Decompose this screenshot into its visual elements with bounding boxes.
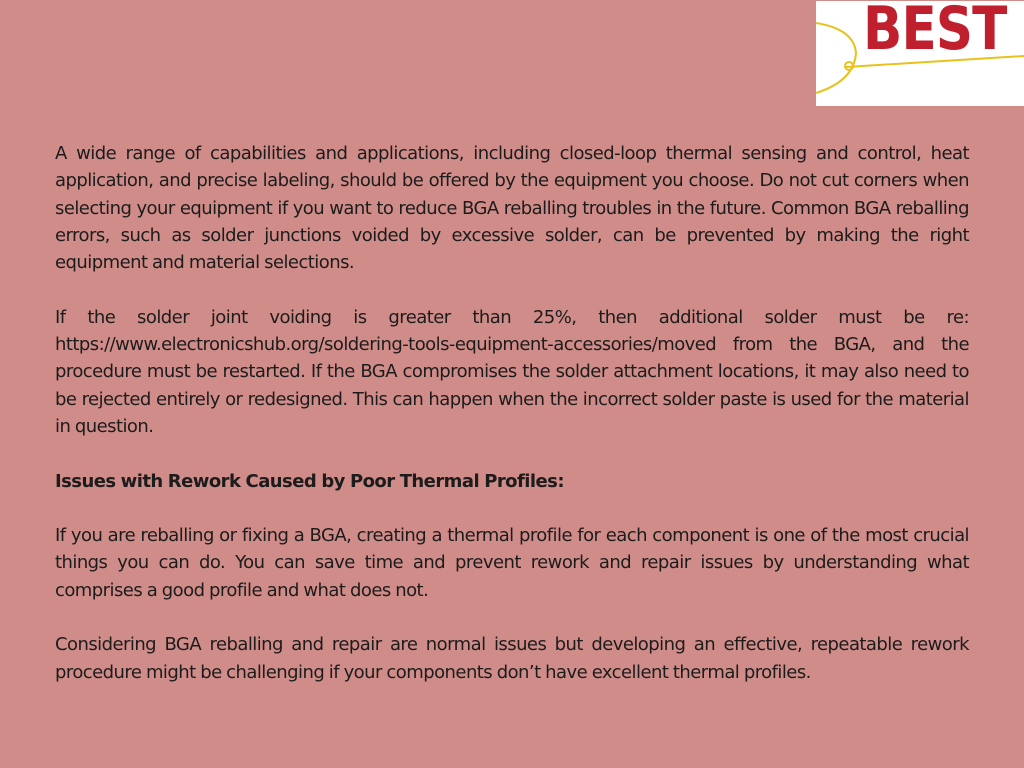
paragraph-voiding: If the solder joint voiding is greater than 25%, then additional solder must be re: https://www.electronicshub.org/soldering-tools-equipment-accessories/moved from the BGA, and the procedure must be restarted. If the BGA compromises the solder attachment locations, it may also need to be rejected entirely or redesigned. This can happen when the incorrect solder paste is used for the material in question. [55,306,969,437]
paragraph-rework-procedure: Considering BGA reballing and repair are normal issues but developing an effective, repeatable rework procedure might be challenging if your components don’t have excellent thermal profiles. [55,634,969,683]
paragraph-thermal-profile: If you are reballing or fixing a BGA, creating a thermal profile for each component is one of the most crucial things you can do. You can save time and prevent rework and repair issues by understanding what comprises a good profile and what does not. [55,525,969,601]
document-body [55,140,969,713]
section-heading: Issues with Rework Caused by Poor Thermal Profiles: [55,470,564,492]
logo-wordmark: BEST [863,1,1007,64]
best-logo [816,1,1024,106]
paragraph-equipment: A wide range of capabilities and applications, including closed-loop thermal sensing and control, heat application, and precise labeling, should be offered by the equipment you choose. Do not cut corners when selecting your equipment if you want to reduce BGA reballing troubles in the future. Common BGA reballing errors, such as solder junctions voided by excessive solder, can be prevented by making the right equipment and material selections. [55,143,969,274]
